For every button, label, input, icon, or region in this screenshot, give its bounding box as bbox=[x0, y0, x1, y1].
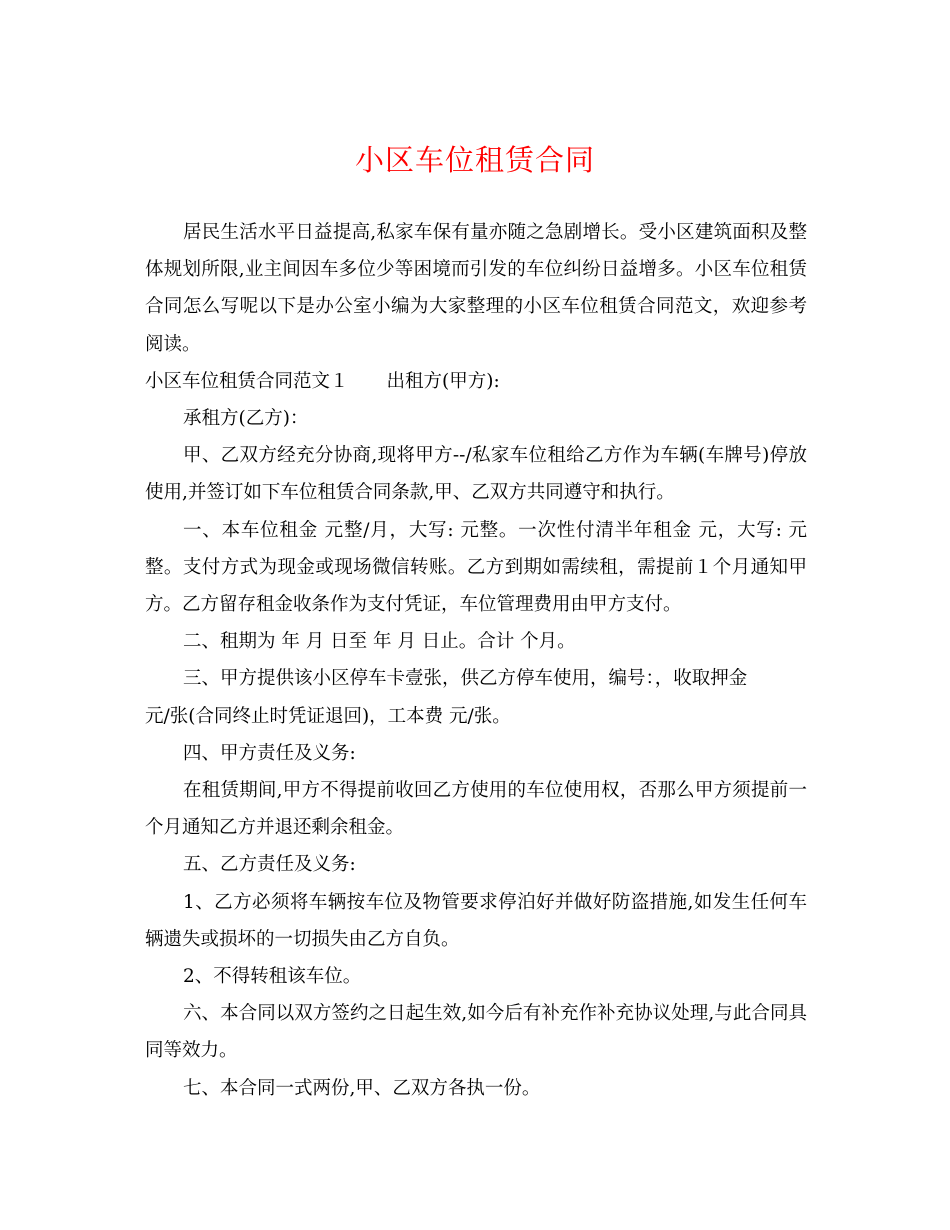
agreement-paragraph: 甲、乙双方经充分协商,现将甲方--/私家车位租给乙方作为车辆(车牌号)停放使用,并签订如下车位租赁合同条款,甲、乙双方共同遵守和执行。 bbox=[145, 445, 807, 504]
sample-heading: 小区车位租赁合同范文１ bbox=[145, 370, 349, 392]
clause-2: 二、租期为 年 月 日至 年 月 日止。合计 个月。 bbox=[183, 631, 576, 653]
clause-4-heading: 四、甲方责任及义务: bbox=[183, 742, 356, 764]
lessee-label: 承租方(乙方)： bbox=[183, 408, 309, 430]
document-title: 小区车位租赁合同 bbox=[354, 143, 595, 177]
lessor-label: 出租方(甲方): bbox=[386, 370, 500, 392]
clause-7: 七、本合同一式两份,甲、乙双方各执一份。 bbox=[183, 1077, 541, 1099]
clause-1: 一、本车位租金 元整/月，大写: 元整。一次性付清半年租金 元，大写: 元整。支付方式为现金或现场微信转账。乙方到期如需续租，需提前１个月通知甲方。乙方留存租金收条作为支付凭证，车位管理费用由甲方支付。 bbox=[145, 519, 807, 616]
clause-5-item-2: 2、不得转租该车位。 bbox=[183, 966, 362, 988]
clause-6: 六、本合同以双方签约之日起生效,如今后有补充作补充协议处理,与此合同具同等效力。 bbox=[145, 1003, 807, 1062]
clause-3-line-1: 三、甲方提供该小区停车卡壹张，供乙方停车使用，编号：，收取押金 bbox=[183, 668, 748, 690]
clause-3-line-2: 元/张(合同终止时凭证退回)，工本费 元/张。 bbox=[145, 705, 511, 727]
clause-5-item-1: 1、乙方必须将车辆按车位及物管要求停泊好并做好防盗措施,如发生任何车辆遗失或损坏的一切损失由乙方自负。 bbox=[145, 891, 807, 950]
document-body bbox=[145, 214, 807, 1107]
intro-paragraph: 居民生活水平日益提高,私家车保有量亦随之急剧增长。受小区建筑面积及整体规划所限,业主间因车多位少等困境而引发的车位纠纷日益增多。小区车位租赁合同怎么写呢以下是办公室小编为大家整理的小区车位租赁合同范文，欢迎参考阅读。 bbox=[145, 222, 807, 355]
sample-heading-line bbox=[145, 363, 807, 400]
clause-5-heading: 五、乙方责任及义务: bbox=[183, 854, 356, 876]
clause-4-text: 在租赁期间,甲方不得提前收回乙方使用的车位使用权，否那么甲方须提前一个月通知乙方并退还剩余租金。 bbox=[145, 780, 807, 839]
